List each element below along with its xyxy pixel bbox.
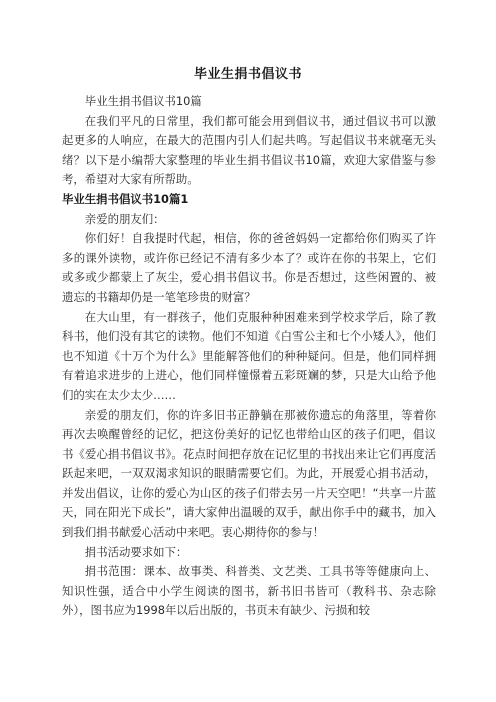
intro-subtitle: 毕业生捐书倡议书10篇 — [84, 94, 202, 108]
requirements-intro: 捐书活动要求如下： — [84, 544, 188, 559]
document-title: 毕业生捐书倡议书 — [193, 67, 302, 82]
document-body — [62, 92, 436, 621]
body-paragraph: 在大山里，有一群孩子，他们克服种种困难来到学校求学后，除了教科书，他们没有其它的读物。他们不知道《白雪公主和七个小矮人》，他们也不知道《十万个为什么》里能解答他们的种种疑问。但是，他们同样拥有着追求进步的上进心，他们同样憧憬着五彩斑斓的梦，只是大山给予他们的实在太少太少…… — [62, 309, 436, 402]
salutation: 亲爱的朋友们： — [84, 211, 165, 226]
section-heading: 毕业生捐书倡议书10篇1 — [62, 191, 189, 206]
body-paragraph: 你们好！自我提时代起，相信，你的爸爸妈妈一定都给你们购买了许多的课外读物，或许你已经记不清有多少本了？或许在你的书架上，它们或多或少都蒙上了灰尘，爱心捐书倡议书。你是否想过，这些闲置的、被遗忘的书籍却仍是一笔笔珍贵的财富？ — [62, 231, 436, 304]
requirements-scope: 捐书范围：课本、故事类、科普类、文艺类、工具书等等健康向上、知识性强，适合中小学生阅读的图书，新书旧书皆可（教科书、杂志除外），图书应为1998年以后出版的，书页未有缺少、污损和较 — [62, 564, 436, 618]
body-paragraph: 亲爱的朋友们，你的许多旧书正静躺在那被你遗忘的角落里，等着你再次去唤醒曾经的记忆，把这份美好的记忆也带给山区的孩子们吧，倡议书《爱心捐书倡议书》。花点时间把存放在记忆里的书找出来让它们再度活跃起来吧，一双双渴求知识的眼睛需要它们。为此，开展爱心捐书活动，并发出倡议，让你的爱心为山区的孩子们带去另一片天空吧！“共享一片蓝天，同在阳光下成长”，请大家伸出温暖的双手，献出你手中的藏书，加入到我们捐书献爱心活动中来吧。衷心期待你的参与！ — [62, 407, 436, 540]
intro-paragraph: 在我们平凡的日常里，我们都可能会用到倡议书，通过倡议书可以激起更多的人响应，在最大的范围内引人们起共鸣。写起倡议书来就毫无头绪？以下是小编帮大家整理的毕业生捐书倡议书10篇，欢迎大家借鉴与参考，希望对大家有所帮助。 — [62, 113, 436, 187]
